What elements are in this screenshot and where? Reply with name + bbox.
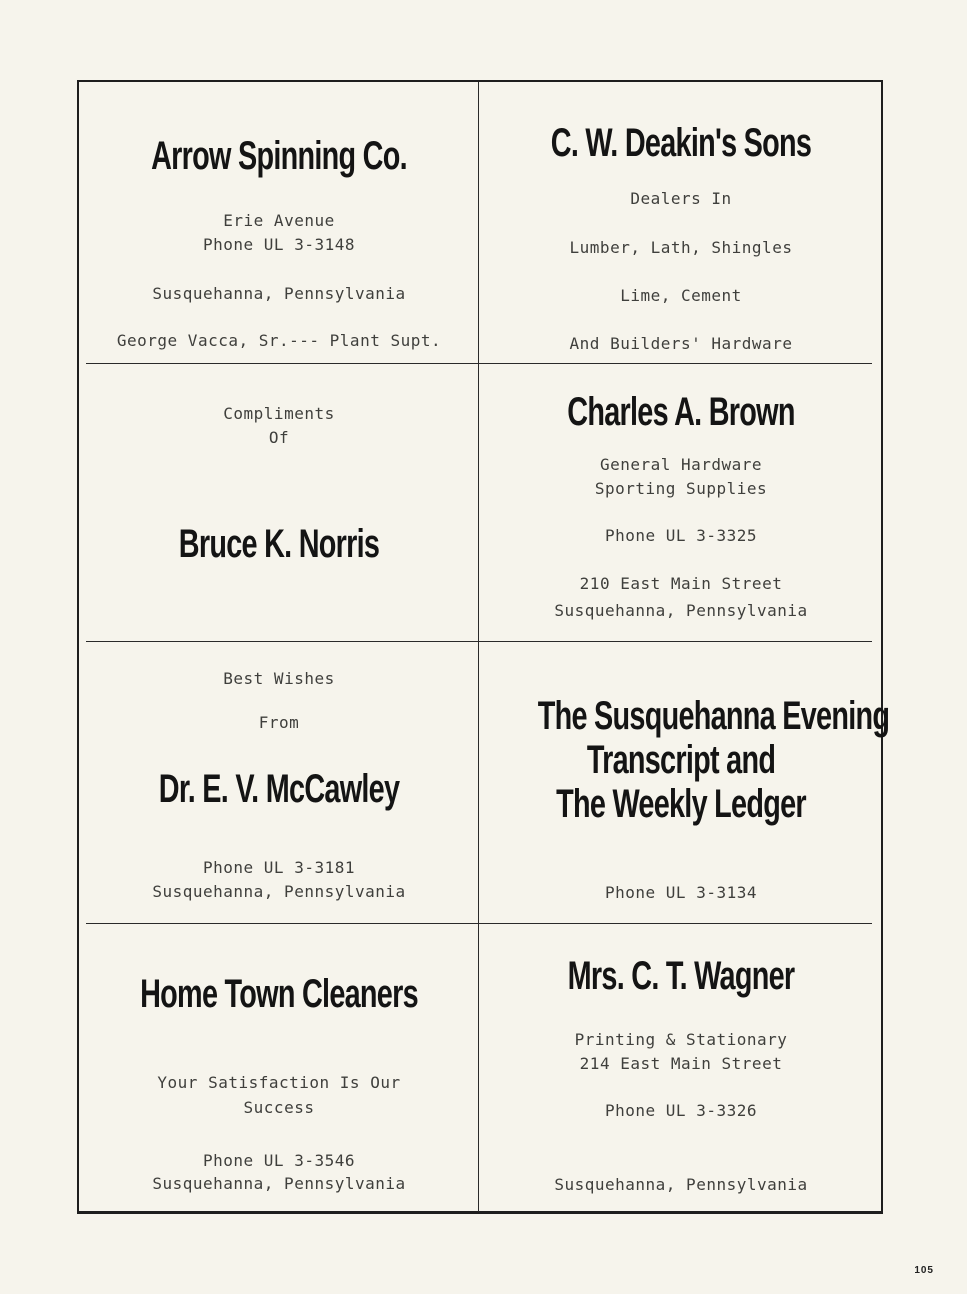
page-number: 105 xyxy=(914,1265,934,1276)
ad-mrs-wagner xyxy=(482,924,880,1212)
ad-title: Bruce K. Norris xyxy=(178,522,380,566)
ad-bruce-norris xyxy=(80,364,478,641)
ad-title: The Susquehanna Evening xyxy=(537,694,890,738)
ad-title: Arrow Spinning Co. xyxy=(151,134,407,178)
ad-home-town-cleaners xyxy=(80,924,478,1212)
ad-title: C. W. Deakin's Sons xyxy=(550,121,812,165)
ad-text: And Builders' Hardware xyxy=(569,334,793,353)
ad-text: Best Wishes xyxy=(223,669,335,688)
ad-street: Erie Avenue xyxy=(223,211,335,230)
ad-town: Susquehanna, Pennsylvania xyxy=(152,284,406,303)
ad-text: From xyxy=(258,713,300,732)
ad-street: 214 East Main Street xyxy=(579,1054,783,1073)
ad-text: Dealers In xyxy=(630,189,732,208)
ad-text: Your Satisfaction Is Our xyxy=(157,1073,401,1092)
ad-text: Sporting Supplies xyxy=(594,479,768,498)
ad-phone: Phone UL 3-3181 xyxy=(203,858,355,877)
ad-town: Susquehanna, Pennsylvania xyxy=(554,1175,808,1194)
ad-phone: Phone UL 3-3148 xyxy=(203,235,355,254)
ad-charles-brown xyxy=(482,364,880,641)
ad-title: The Weekly Ledger xyxy=(556,782,806,826)
ad-phone: Phone UL 3-3325 xyxy=(605,526,757,545)
ad-text: Printing & Stationary xyxy=(574,1030,788,1049)
ad-town: Susquehanna, Pennsylvania xyxy=(554,601,808,620)
ad-text: Lime, Cement xyxy=(620,286,742,305)
ad-text: Lumber, Lath, Shingles xyxy=(569,238,793,257)
ad-town: Susquehanna, Pennsylvania xyxy=(152,882,406,901)
ad-title: Home Town Cleaners xyxy=(140,972,418,1016)
ad-manager: George Vacca, Sr.--- Plant Supt. xyxy=(116,331,442,350)
ad-mccawley xyxy=(80,642,478,923)
ad-text: Of xyxy=(268,428,290,447)
ad-phone: Phone UL 3-3326 xyxy=(605,1101,757,1120)
ad-phone: Phone UL 3-3546 xyxy=(203,1151,355,1170)
ad-title: Dr. E. V. McCawley xyxy=(158,767,400,811)
ad-phone: Phone UL 3-3134 xyxy=(605,883,757,902)
ad-arrow-spinning xyxy=(80,82,478,363)
ad-text: General Hardware xyxy=(599,455,763,474)
ad-text: Compliments xyxy=(223,404,335,423)
ad-street: 210 East Main Street xyxy=(579,574,783,593)
ad-title: Transcript and xyxy=(586,738,776,782)
ad-susquehanna-transcript xyxy=(482,642,890,923)
ad-title: Charles A. Brown xyxy=(567,390,795,434)
ad-town: Susquehanna, Pennsylvania xyxy=(152,1174,406,1193)
column-divider xyxy=(478,82,479,1212)
ad-title: Mrs. C. T. Wagner xyxy=(567,954,795,998)
ad-text: Success xyxy=(243,1098,315,1117)
ad-deakins-sons xyxy=(482,82,880,363)
